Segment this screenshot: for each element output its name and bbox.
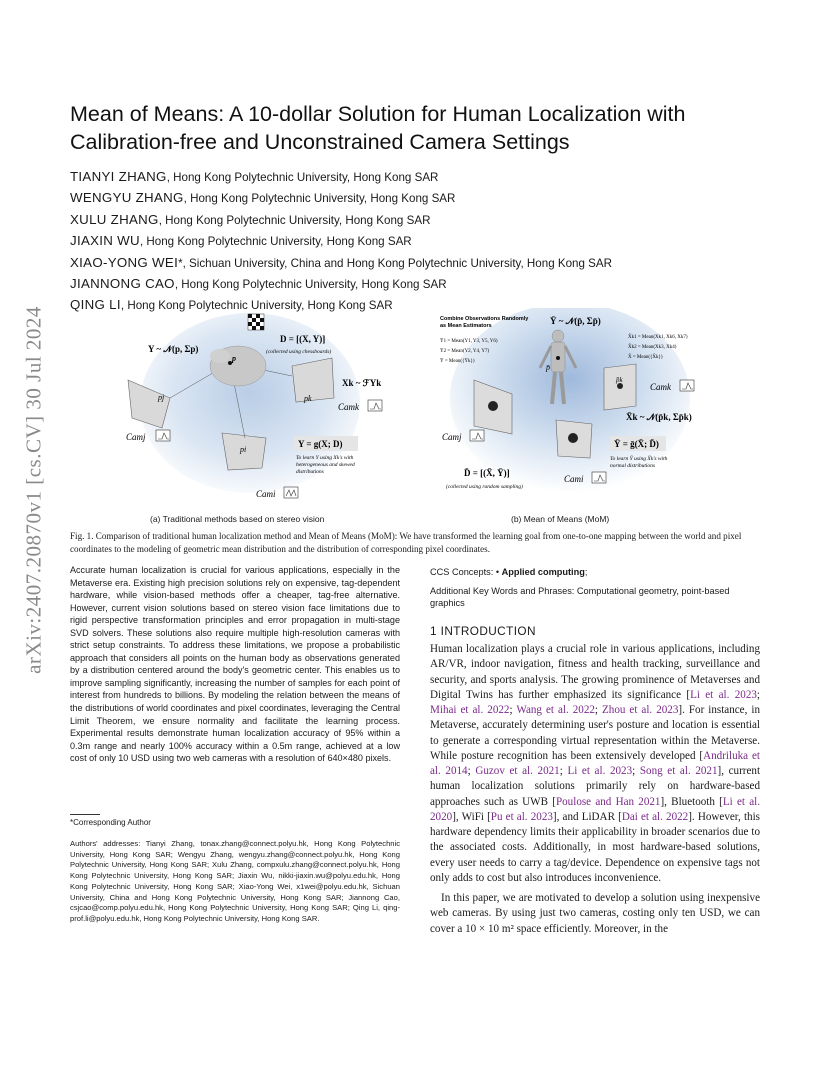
figure-caption: Fig. 1. Comparison of traditional human localization method and Mean of Means (MoM): We have transformed the learning goal from one-to-one mapping between the world and pixel coordinates to the modeling of geometric mean distribution and the distribution of corresponding pixel coordinates. <box>70 531 742 554</box>
intro-text-run: ], and LiDAR [ <box>552 810 622 823</box>
mean-y-1: Ȳ1 = Mean(Y1, Y3, Y5, Y6) <box>440 339 498 344</box>
citation-link[interactable]: Song et al. 2021 <box>639 765 718 777</box>
d-equation-a: D = [(X, Y)] <box>280 334 326 344</box>
author-affiliation: , Hong Kong Polytechnic University, Hong Kong SAR <box>120 299 393 313</box>
cam-j-label-a: Camj <box>126 432 146 442</box>
d-equation-b: D̄ = [(X̄, Ȳ)] <box>464 468 510 478</box>
combine-label-1: Combine Observations Randomly <box>440 316 529 322</box>
combine-label-2: as Mean Estimators <box>440 323 492 329</box>
mean-x-2: X̄k2 = Mean(Xk3, Xk4) <box>628 345 677 350</box>
citation-link[interactable]: Poulose and Han 2021 <box>555 795 661 808</box>
intro-text-run: ; <box>632 765 640 777</box>
pk-label: pk <box>304 394 312 403</box>
intro-text-run: ]. For instance, in Metaverse, accurately determining user's posture and location is essential to generate a corresponding virtual representation within the Metaverse. While posture recognition has been extensively developed [ <box>430 704 761 762</box>
intro-text-run: ], current human localization solutions primarily rely on hardware-based approaches such as UWB [ <box>430 765 761 808</box>
arxiv-id: arXiv:2407.20870v1 [cs.CV] 30 Jul 2024 <box>21 306 46 674</box>
mean-y-2: Ȳ2 = Mean(Y2, Y4, Y7) <box>440 349 490 354</box>
citation-link[interactable]: Wang et al. 2022 <box>516 704 595 716</box>
author-affiliation: , Hong Kong Polytechnic University, Hong Kong SAR <box>166 171 439 184</box>
figure-diagram <box>70 308 760 528</box>
g-note-b-2: normal distributions <box>610 463 656 469</box>
author-entry <box>70 188 770 209</box>
cam-i-label-b: Cami <box>564 474 584 484</box>
g-note-a-1: To learn Y using Xk's with <box>296 455 354 461</box>
pk-label-b: p̄k <box>616 376 623 384</box>
ccs-label: CCS Concepts: • <box>430 567 502 577</box>
intro-paragraph-2: In this paper, we are motivated to develop a solution using inexpensive web cameras. By using just two cameras, costing only ten USD, we can cover a 10 × 10 m² space efficiently. Moreover, in the <box>430 892 760 935</box>
g-equation-b: Ȳ = ḡ(X̄; D̄) <box>614 439 659 449</box>
citation-link[interactable]: Li et al. 2023 <box>690 688 757 701</box>
section-heading: 1 INTRODUCTION <box>430 624 536 638</box>
cam-k-label-a: Camk <box>338 402 359 412</box>
footnote: *Corresponding Author <box>70 818 151 827</box>
author-name: XIAO-YONG WEI <box>70 254 179 270</box>
p-label-a: p <box>232 354 236 363</box>
cam-i-label-a: Cami <box>256 489 276 499</box>
g-note-a-2: heterogeneous and skewed <box>296 462 355 468</box>
paper-title <box>70 100 770 156</box>
author-affiliation: , Hong Kong Polytechnic University, Hong Kong SAR <box>139 235 412 249</box>
author-name: JIANNONG CAO <box>70 276 175 292</box>
author-affiliation: , Hong Kong Polytechnic University, Hong Kong SAR <box>183 192 456 206</box>
author-entry <box>70 253 770 274</box>
d-note-a: (collected using chessboards) <box>266 349 332 355</box>
y-distribution-a: Y ~ 𝒩(p, Σp) <box>148 344 199 354</box>
cam-j-label-b: Camj <box>442 432 462 442</box>
subcaption-a: (a) Traditional methods based on stereo vision <box>150 514 325 524</box>
intro-paragraph-1 <box>430 642 760 886</box>
citation-link[interactable]: Dai et al. 2022 <box>621 810 689 823</box>
title-line-2: Calibration-free and Unconstrained Camera Settings <box>70 130 570 154</box>
p-bar-label: p̄ <box>546 363 550 372</box>
citation-link[interactable]: Mihai et al. 2022 <box>430 704 510 716</box>
author-entry <box>70 210 770 231</box>
y-distribution-b: Ȳ ~ 𝒩(p̄, Σp̄) <box>550 316 601 326</box>
author-entry <box>70 274 770 295</box>
author-list <box>70 167 770 317</box>
mean-x-3: X̄ = Mean({X̄k}) <box>628 355 663 360</box>
author-name: XULU ZHANG <box>70 211 159 227</box>
keywords: Additional Key Words and Phrases: Computational geometry, point-based graphics <box>430 586 730 609</box>
intro-text-run: Human localization plays a crucial role in various applications, including AR/VR, indoor navigation, fitness and health tracking, surveillance and security, and sports analysis. The growing prominence of Metaverses and Digital Twins has further emphasized its significance [ <box>430 643 760 701</box>
author-entry <box>70 231 770 252</box>
author-addresses: Authors' addresses: Tianyi Zhang, tonax.zhang@connect.polyu.hk, Hong Kong Polytechnic University, Hong Kong SAR; Wengyu Zhang, wengyu.zhang@connect.polyu.hk, Hong Kong Polytechnic University, Hong Kong SAR; Xulu Zhang, compxulu.zhang@connect.polyu.hk, Hong Kong Polytechnic University, Hong Kong SAR; Jiaxin Wu, nikki-jiaxin.wu@polyu.edu.hk, Hong Kong Polytechnic University, Hong Kong SAR; Xiao-Yong Wei, x1wei@polyu.edu.hk, Sichuan University, China and Hong Kong Polytechnic University, Hong Kong SAR; Jiannong Cao, csjcao@comp.polyu.edu.hk, Hong Kong Polytechnic University, Hong Kong SAR; Qing Li, qing-prof.li@polyu.edu.hk, Hong Kong Polytechnic University, Hong Kong SAR. <box>70 839 400 923</box>
ccs-concepts <box>430 566 760 578</box>
author-entry <box>70 167 770 188</box>
author-name: JIAXIN WU <box>70 233 140 249</box>
pj-label: pj <box>158 393 165 402</box>
g-note-a-3: distributions <box>296 469 324 475</box>
panel-b <box>440 308 694 493</box>
d-note-b: (collected using random sampling) <box>446 484 523 490</box>
citation-link[interactable]: Zhou et al. 2023 <box>602 704 679 716</box>
title-line-1: Mean of Means: A 10-dollar Solution for Human Localization with <box>70 102 686 126</box>
x-distribution-a: Xk ~ ℱYk <box>342 378 382 388</box>
citation-link[interactable]: Andriluka et al. 2014 <box>430 749 760 777</box>
citation-link[interactable]: Pu et al. 2023 <box>490 810 553 823</box>
mean-x-1: X̄k1 = Mean(Xk1, Xk6, Xk7) <box>628 335 688 340</box>
cam-k-label-b: Camk <box>650 382 671 392</box>
x-distribution-b: X̄k ~ 𝒩(p̄k, Σp̄k) <box>626 412 692 422</box>
ccs-end: ; <box>584 567 588 577</box>
figure-1 <box>70 308 760 528</box>
citation-link[interactable]: Li et al. 2020 <box>430 795 760 823</box>
point-cloud <box>568 433 578 443</box>
author-affiliation: *, Sichuan University, China and Hong Kong Polytechnic University, Hong Kong SAR <box>178 256 612 270</box>
panel-a <box>126 313 382 499</box>
author-name: WENGYU ZHANG <box>70 190 184 206</box>
footnote-rule <box>70 814 100 815</box>
image-plane-k <box>292 358 334 402</box>
intro-text-run: ; <box>509 704 517 716</box>
intro-text-run: ], WiFi [ <box>452 810 491 823</box>
intro-text-run: ; <box>594 704 602 716</box>
g-equation-a: Y = g(X; D) <box>298 439 343 449</box>
intro-text-run: ; <box>559 765 568 777</box>
intro-text-run: ]. However, this hardware dependency limits their applicability in broader scenarios due to the associated costs. Additionally, in most hardware-based solutions, every user needs to carry a tag/device. Dependence on expensive tags not only adds to cost but also introduces inconvenience. <box>430 810 761 884</box>
ccs-value: Applied computing <box>501 567 585 577</box>
point-cloud <box>488 401 498 411</box>
author-affiliation: , Hong Kong Polytechnic University, Hong Kong SAR <box>158 213 431 227</box>
pi-label: pi <box>240 445 247 454</box>
arxiv-stamp <box>14 300 54 680</box>
citation-link[interactable]: Guzov et al. 2021 <box>475 765 560 777</box>
intro-text-run: ], Bluetooth [ <box>660 795 723 808</box>
author-affiliation: , Hong Kong Polytechnic University, Hong Kong SAR <box>174 278 447 292</box>
citation-link[interactable]: Li et al. 2023 <box>567 765 633 777</box>
author-name: TIANYI ZHANG <box>70 169 167 184</box>
author-name: QING LI <box>70 297 121 313</box>
intro-text-run: ; <box>756 688 761 701</box>
chessboard-icon <box>248 314 264 330</box>
g-note-b-1: To learn Ȳ using X̄k's with <box>610 456 668 462</box>
intro-text-run: ; <box>467 765 476 777</box>
abstract: Accurate human localization is crucial for various applications, especially in the Metaverse era. Existing high precision solutions rely on expensive, tag-dependent hardware, while vision-based methods offer a cheaper, tag-free alternative. However, current vision solutions based on stereo vision face limitations due to rigid perspective transformation principles and error propagation in multi-stage SVD solvers. These solutions also require multiple high-resolution cameras with strict setup constraints. To address these limitations, we propose a probabilistic approach that considers all points on the human body as observations generated by a distribution centered around the body's geometric center. This enables us to improve sampling significantly, increasing the number of samples for each point of interest from hundreds to billions. By modeling the relation between the means of the distributions of world coordinates and pixel coordinates, leveraging the Central Limit Theorem, we ensure normality and facilitate the learning process. Experimental results demonstrate human localization accuracy of 95% within a 0.3m range and nearly 100% accuracy within a 0.5m range, achieved at a low cost of only 10 USD using two web cameras with a resolution of 640×480 pixels. <box>70 565 400 764</box>
subcaption-b: (b) Mean of Means (MoM) <box>511 514 610 524</box>
mean-y-3: Ȳ = Mean({Ȳk}) <box>440 359 475 364</box>
introduction-text <box>430 642 760 937</box>
